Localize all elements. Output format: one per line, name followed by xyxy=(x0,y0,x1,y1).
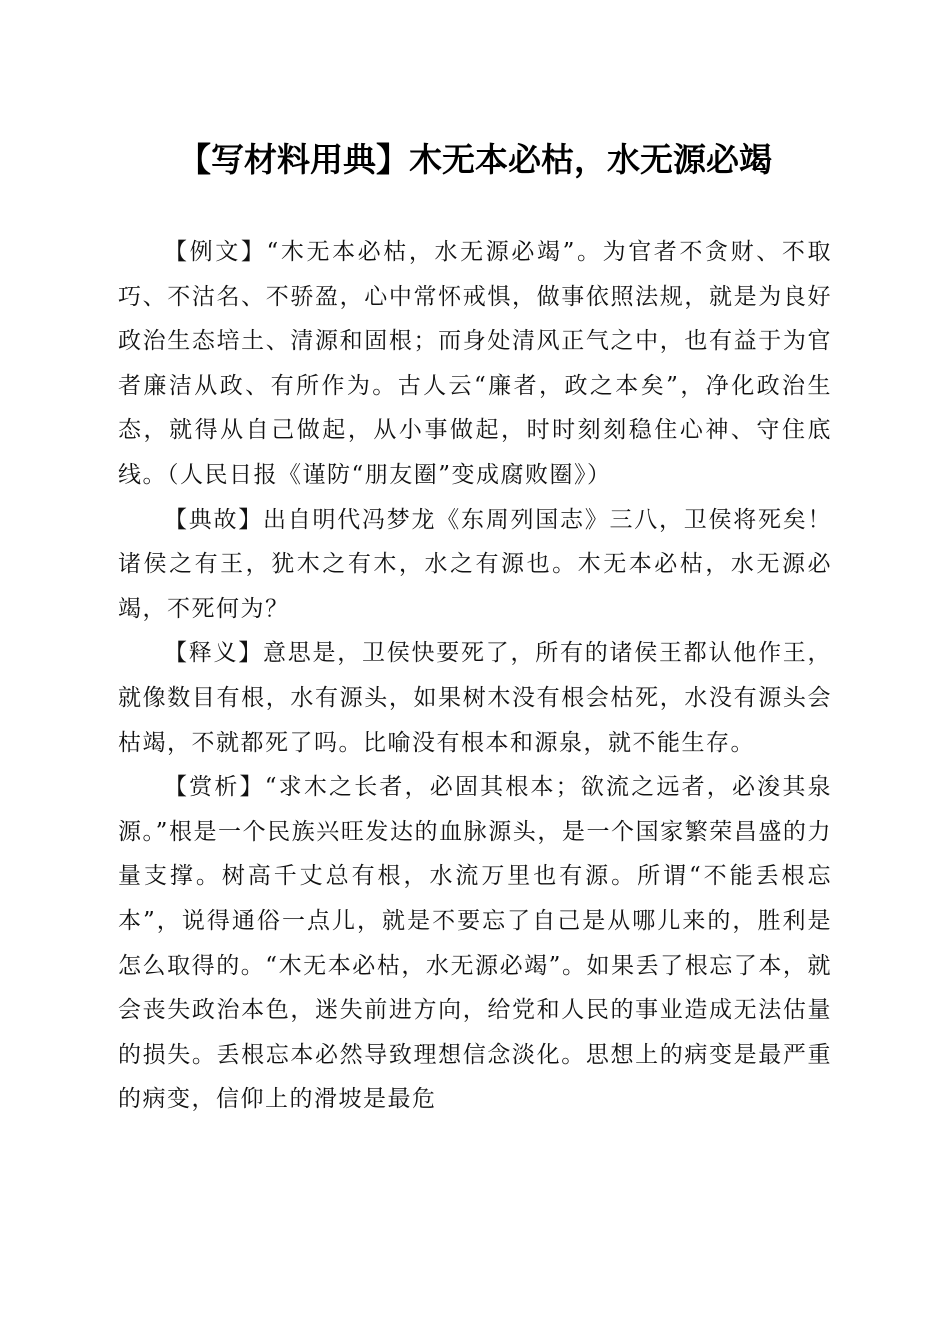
section-label-appreciation: 【赏析】 xyxy=(164,774,265,801)
paragraph-appreciation xyxy=(118,765,832,1122)
paragraph-allusion xyxy=(118,498,832,632)
section-label-allusion: 【典故】 xyxy=(164,506,263,533)
document-title: 【写材料用典】木无本必枯，水无源必竭 xyxy=(178,140,772,179)
paragraph-example xyxy=(118,230,832,498)
paragraph-meaning xyxy=(118,631,832,765)
section-text-allusion: 出自明代冯梦龙《东周列国志》三八，卫侯将死矣！诸侯之有王，犹木之有木，水之有源也。木无本必枯，水无源必竭，不死何为？ xyxy=(118,506,832,622)
document-body xyxy=(118,230,832,1122)
section-text-appreciation: “求木之长者，必固其根本；欲流之远者，必浚其泉源。”根是一个民族兴旺发达的血脉源头，是一个国家繁荣昌盛的力量支撑。树高千丈总有根，水流万里也有源。所谓“不能丢根忘本”，说得通俗一点儿，就是不要忘了自己是从哪儿来的，胜利是怎么取得的。“木无本必枯，水无源必竭”。如果丢了根忘了本，就会丧失政治本色，迷失前进方向，给党和人民的事业造成无法估量的损失。丢根忘本必然导致理想信念淡化。思想上的病变是最严重的病变，信仰上的滑坡是最危 xyxy=(118,774,832,1113)
section-label-meaning: 【释义】 xyxy=(164,640,263,667)
section-label-example: 【例文】 xyxy=(164,239,267,265)
section-text-meaning: 意思是，卫侯快要死了，所有的诸侯王都认他作王，就像数目有根，水有源头，如果树木没有根会枯死，水没有源头会枯竭，不就都死了吗。比喻没有根本和源泉，就不能生存。 xyxy=(118,640,832,756)
section-text-example: “木无本必枯，水无源必竭”。为官者不贪财、不取巧、不沽名、不骄盈，心中常怀戒惧，做事依照法规，就是为良好政治生态培土、清源和固根；而身处清风正气之中，也有益于为官者廉洁从政、有所作为。古人云“廉者，政之本矣”，净化政治生态，就得从自己做起，从小事做起，时时刻刻稳住心神、守住底线。（人民日报《谨防“朋友圈”变成腐败圈》） xyxy=(118,239,832,488)
